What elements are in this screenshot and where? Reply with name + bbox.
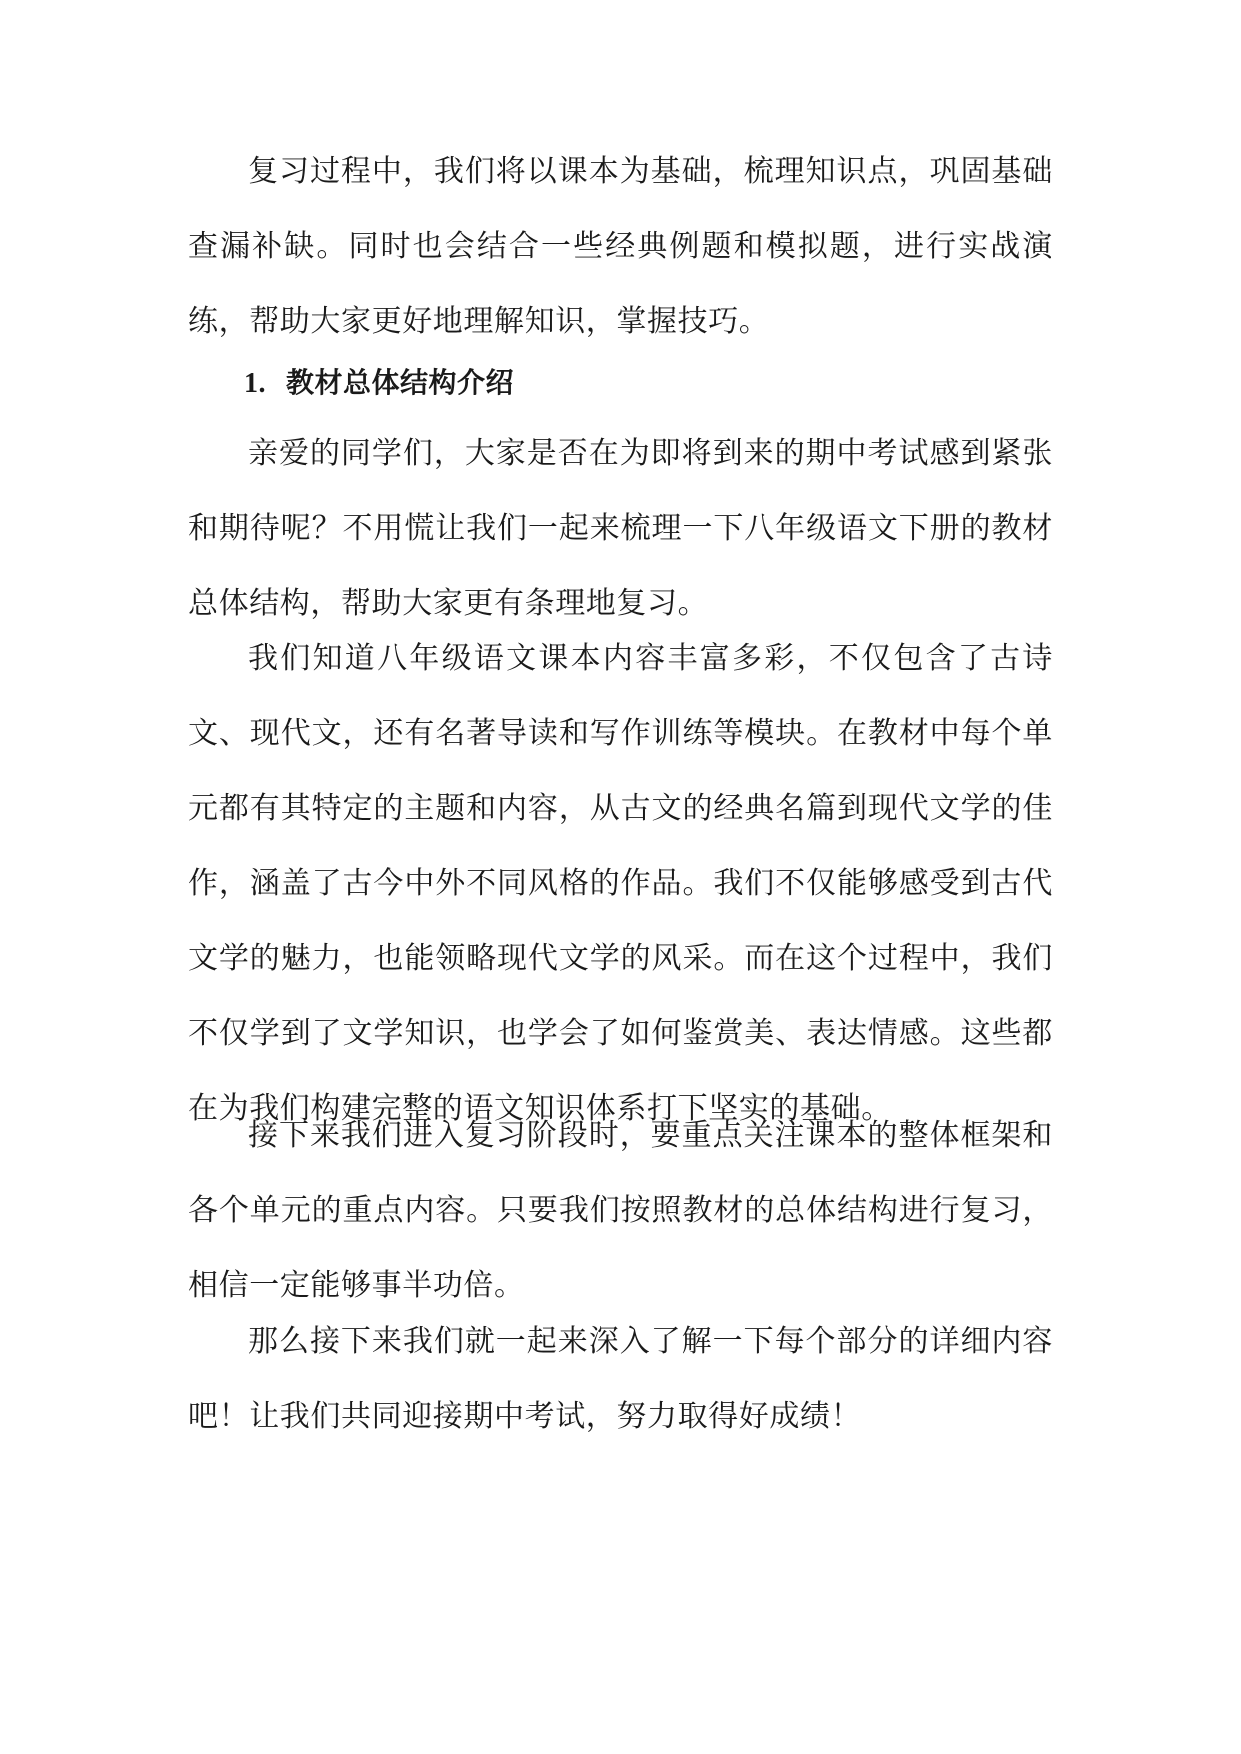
body-paragraph-3: 接下来我们进入复习阶段时，要重点关注课本的整体框架和各个单元的重点内容。只要我们按照教材的总体结构进行复习，相信一定能够事半功倍。: [188, 1118, 1053, 1303]
section-title: 教材总体结构介绍: [286, 366, 515, 399]
body-paragraph-4: 那么接下来我们就一起来深入了解一下每个部分的详细内容吧！让我们共同迎接期中考试，努力取得好成绩！: [188, 1324, 1053, 1434]
body-paragraph-2: 我们知道八年级语文课本内容丰富多彩，不仅包含了古诗文、现代文，还有名著导读和写作训练等模块。在教材中每个单元都有其特定的主题和内容，从古文的经典名篇到现代文学的佳作，涵盖了古今中外不同风格的作品。我们不仅能够感受到古代文学的魅力，也能领略现代文学的风采。而在这个过程中，我们不仅学到了文学知识，也学会了如何鉴赏美、表达情感。这些都在为我们构建完整的语文知识体系打下坚实的基础。: [188, 641, 1053, 1126]
section-number: 1.: [244, 368, 266, 399]
section-heading: [244, 363, 1044, 404]
intro-paragraph: 复习过程中，我们将以课本为基础，梳理知识点，巩固基础查漏补缺。同时也会结合一些经典例题和模拟题，进行实战演练，帮助大家更好地理解知识，掌握技巧。: [188, 154, 1053, 339]
body-paragraph-1: 亲爱的同学们，大家是否在为即将到来的期中考试感到紧张和期待呢？不用慌让我们一起来梳理一下八年级语文下册的教材总体结构，帮助大家更有条理地复习。: [188, 436, 1053, 621]
